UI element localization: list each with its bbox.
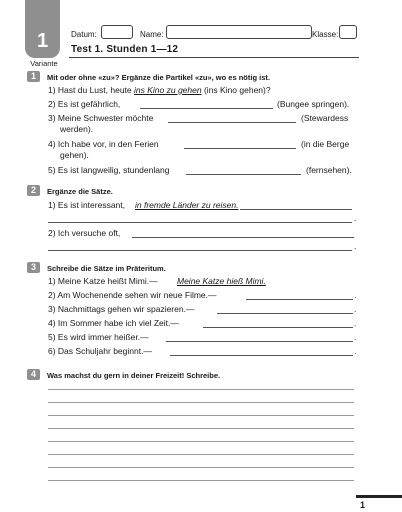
task3-item-4-period: . [354,318,357,328]
name-label: Name: [140,30,164,39]
task2-item-1-line-2[interactable] [48,222,352,223]
writing-line[interactable] [48,428,354,429]
task3-number: 3 [27,262,40,273]
task1-item-3-cont: werden). [60,124,94,134]
task2-item-1-line[interactable] [240,209,352,210]
task1-instruction: Mit oder ohne «zu»? Ergänze die Partikel «zu», wo es nötig ist. [47,73,270,82]
writing-line[interactable] [48,441,354,442]
task3-item-1: 1) Meine Katze heißt Mimi.— [48,276,158,286]
task1-item-4-hint: (in die Berge [301,139,350,149]
task2-item-2: 2) Ich versuche oft, [48,228,121,238]
task4-instruction: Was machst du gern in deiner Freizeit! Schreibe. [47,371,221,380]
task3-item-4-line[interactable] [203,327,353,328]
task1-item-2: 2) Es ist gefährlich, [48,99,121,109]
task3-item-2-period: . [354,290,357,300]
name-field[interactable] [166,25,312,39]
task3-item-6-period: . [354,346,357,356]
task1-item-1-answer: ins Kino zu gehen [134,85,202,95]
writing-line[interactable] [48,389,354,390]
task3-item-5-line[interactable] [166,341,353,342]
page-number: 1 [360,500,366,510]
task1-item-2-line[interactable] [140,108,273,109]
task1-item-3: 3) Meine Schwester möchte [48,113,154,123]
task1-item-5: 5) Es ist langweilig, stundenlang [48,165,170,175]
task2-item-2-period: . [354,241,357,251]
task3-item-2-line[interactable] [246,299,353,300]
task4-number: 4 [27,369,40,380]
task1-item-5-line[interactable] [186,174,301,175]
task2-item-1-period: . [354,213,357,223]
task2-item-1-answer: in fremde Länder zu reisen. [135,200,239,210]
task2-item-2-line-2[interactable] [48,250,352,251]
task3-item-5: 5) Es wird immer heißer.— [48,332,149,342]
task3-item-6-line[interactable] [170,355,353,356]
date-field[interactable] [101,25,133,39]
task1-item-2-hint: (Bungee springen). [277,99,350,109]
task3-instruction: Schreibe die Sätze im Präteritum. [47,264,166,273]
variant-number: 1 [36,30,49,52]
header-rule [69,57,359,58]
task3-item-3: 3) Nachmittags gehen wir spazieren.— [48,304,195,314]
task2-item-2-line[interactable] [132,237,354,238]
task1-item-5-hint: (fernsehen). [306,165,352,175]
writing-line[interactable] [48,467,354,468]
task3-item-3-line[interactable] [217,313,353,314]
writing-line[interactable] [48,454,354,455]
test-title: Test 1. Stunden 1—12 [71,44,179,55]
task3-item-6: 6) Das Schuljahr beginnt.— [48,346,152,356]
task1-item-3-hint: (Stewardess [301,113,349,123]
writing-line[interactable] [48,402,354,403]
class-field[interactable] [339,25,357,39]
class-label: Klasse: [312,30,339,39]
writing-line[interactable] [48,480,354,481]
task3-item-3-period: . [354,304,357,314]
variant-label: Variante [30,59,58,68]
task1-item-1: 1) Hast du Lust, heute ins Kino zu gehen (ins Kino gehen)? [48,85,271,95]
task1-item-4-cont: gehen). [60,150,89,160]
task3-item-1-answer: Meine Katze hieß Mimi. [177,276,266,286]
task2-instruction: Ergänze die Sätze. [47,187,113,196]
task1-item-3-line[interactable] [168,122,296,123]
writing-line[interactable] [48,415,354,416]
task3-item-4: 4) Im Sommer habe ich viel Zeit.— [48,318,179,328]
task3-item-2: 2) Am Wochenende sehen wir neue Filme.— [48,290,217,300]
task1-item-4-line[interactable] [184,148,296,149]
page-bar [356,495,402,498]
task2-item-1: 1) Es ist interessant, [48,200,126,210]
task2-number: 2 [27,185,40,196]
task1-number: 1 [27,71,40,82]
date-label: Datum: [71,30,97,39]
variant-tab [25,0,60,58]
task1-item-4: 4) Ich habe vor, in den Ferien [48,139,159,149]
task3-item-5-period: . [354,332,357,342]
